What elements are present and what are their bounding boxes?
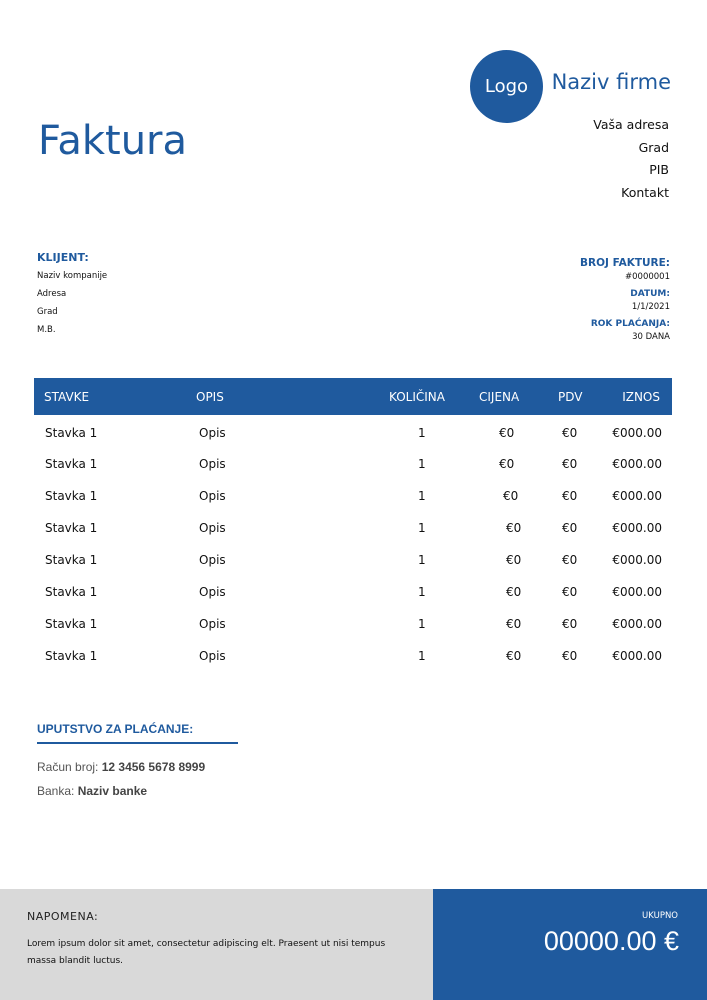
cell-amount: €000.00 — [612, 489, 662, 503]
cell-price: €0 — [506, 553, 522, 567]
cell-description: Opis — [199, 457, 226, 471]
cell-quantity: 1 — [418, 489, 426, 503]
cell-description: Opis — [199, 553, 226, 567]
cell-amount: €000.00 — [612, 553, 662, 567]
cell-vat: €0 — [562, 426, 578, 440]
cell-description: Opis — [199, 585, 226, 599]
logo-text: Logo — [484, 76, 529, 97]
company-details — [593, 114, 669, 204]
cell-vat: €0 — [562, 457, 578, 471]
cell-item: Stavka 1 — [45, 521, 98, 535]
cell-vat: €0 — [562, 489, 578, 503]
cell-quantity: 1 — [418, 426, 426, 440]
table-row — [34, 585, 672, 617]
cell-description: Opis — [199, 521, 226, 535]
cell-quantity: 1 — [418, 649, 426, 663]
cell-quantity: 1 — [418, 521, 426, 535]
header-price: CIJENA — [479, 390, 520, 404]
client-company: Naziv kompanije — [37, 271, 108, 281]
items-table-header — [34, 378, 672, 415]
total-label: UKUPNO — [642, 911, 678, 921]
cell-quantity: 1 — [418, 617, 426, 631]
invoice-due-label: ROK PLAĆANJA: — [590, 319, 670, 329]
table-row — [34, 553, 672, 585]
invoice-due-value: 30 DANA — [632, 332, 670, 342]
cell-amount: €000.00 — [612, 426, 662, 440]
table-row — [34, 649, 672, 681]
cell-item: Stavka 1 — [45, 457, 98, 471]
cell-vat: €0 — [562, 585, 578, 599]
invoice-date-value: 1/1/2021 — [631, 302, 670, 312]
cell-vat: €0 — [562, 521, 578, 535]
cell-description: Opis — [199, 617, 226, 631]
company-contact: Kontakt — [621, 184, 669, 200]
client-address: Adresa — [37, 289, 67, 299]
notes-text: Lorem ipsum dolor sit amet, consectetur adipiscing elt. Praesent ut nisi tempus massa blandit luctus. — [27, 939, 386, 966]
document-title: Faktura — [38, 118, 188, 164]
header-description: OPIS — [196, 390, 224, 404]
cell-amount: €000.00 — [612, 649, 662, 663]
company-pib: PIB — [649, 162, 669, 177]
table-row — [34, 426, 672, 458]
client-mb: M.B. — [37, 325, 56, 335]
header-amount: IZNOS — [622, 390, 660, 404]
cell-description: Opis — [199, 489, 226, 503]
cell-quantity: 1 — [418, 457, 426, 471]
cell-amount: €000.00 — [612, 521, 662, 535]
cell-quantity: 1 — [418, 553, 426, 567]
header-quantity: KOLIČINA — [389, 390, 445, 404]
payment-title: UPUTSTVO ZA PLAĆANJE: — [37, 722, 194, 736]
company-logo — [470, 50, 543, 123]
cell-item: Stavka 1 — [45, 649, 98, 663]
client-label: KLIJENT: — [37, 251, 89, 264]
cell-price: €0 — [499, 457, 515, 471]
payment-bank — [37, 784, 147, 798]
table-row — [34, 617, 672, 649]
company-city: Grad — [638, 139, 669, 155]
invoice-date-label: DATUM: — [630, 289, 670, 299]
notes-label: NAPOMENA: — [27, 910, 99, 923]
cell-item: Stavka 1 — [45, 426, 98, 440]
cell-price: €0 — [503, 489, 519, 503]
cell-description: Opis — [199, 426, 226, 440]
header-vat: PDV — [558, 390, 583, 404]
header-items: STAVKE — [44, 390, 90, 404]
client-city: Grad — [37, 307, 58, 317]
invoice-number-label: BROJ FAKTURE: — [580, 257, 670, 269]
company-name: Naziv firme — [551, 70, 671, 94]
invoice-number-value: #0000001 — [625, 272, 670, 282]
cell-vat: €0 — [562, 617, 578, 631]
bank-value: Naziv banke — [77, 784, 148, 798]
account-label: Račun broj: — [37, 760, 99, 774]
cell-price: €0 — [506, 521, 522, 535]
total-value: 00000.00 € — [543, 926, 679, 956]
table-row — [34, 521, 672, 553]
account-value: 12 3456 5678 8999 — [101, 760, 206, 774]
table-row — [34, 457, 672, 489]
cell-vat: €0 — [562, 649, 578, 663]
payment-account — [37, 760, 205, 774]
company-address: Vaša adresa — [593, 117, 669, 132]
invoice-meta — [580, 257, 670, 349]
bank-label: Banka: — [37, 784, 75, 798]
payment-divider — [37, 742, 238, 744]
cell-amount: €000.00 — [612, 457, 662, 471]
cell-price: €0 — [506, 585, 522, 599]
table-row — [34, 489, 672, 521]
cell-quantity: 1 — [418, 585, 426, 599]
cell-price: €0 — [499, 426, 515, 440]
cell-amount: €000.00 — [612, 617, 662, 631]
cell-item: Stavka 1 — [45, 553, 98, 567]
cell-item: Stavka 1 — [45, 585, 98, 599]
cell-item: Stavka 1 — [45, 617, 98, 631]
cell-amount: €000.00 — [612, 585, 662, 599]
cell-price: €0 — [506, 617, 522, 631]
cell-vat: €0 — [562, 553, 578, 567]
cell-price: €0 — [506, 649, 522, 663]
cell-description: Opis — [199, 649, 226, 663]
cell-item: Stavka 1 — [45, 489, 98, 503]
client-details — [37, 267, 107, 339]
